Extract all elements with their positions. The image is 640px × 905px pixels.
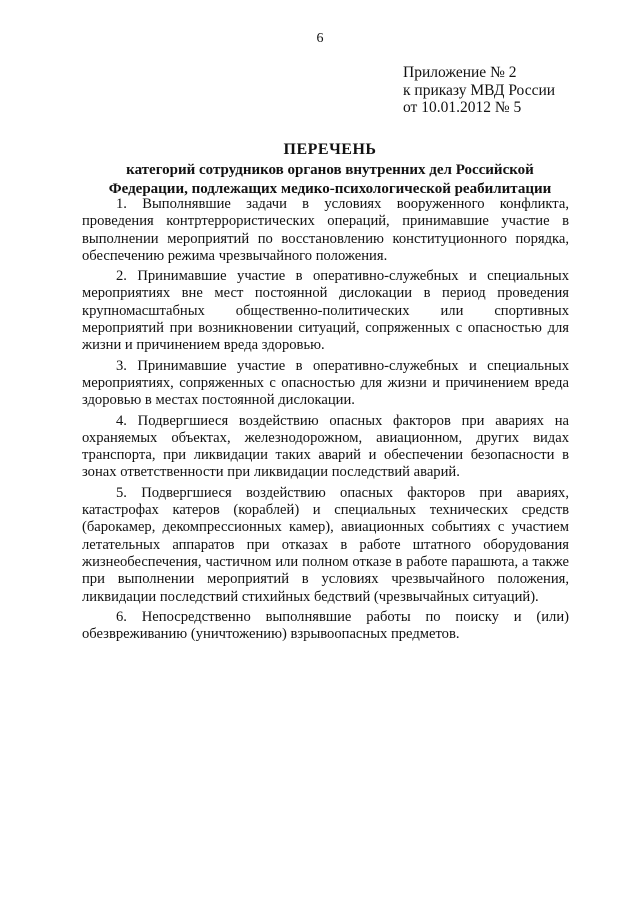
document-subtitle-line: категорий сотрудников органов внутренних дел Российской bbox=[126, 162, 534, 178]
appendix-block bbox=[403, 64, 555, 117]
list-item: 2. Принимавшие участие в оперативно-служебных и специальных мероприятиях вне мест постоянной дислокации в период проведения крупномасштабных общественно-политических или спортивных мероприятий при возникновении ситуаций, сопряженных с опасностью для жизни и причинением вреда здоровью. bbox=[82, 268, 569, 354]
list-body bbox=[82, 196, 569, 646]
document-title: ПЕРЕЧЕНЬ bbox=[283, 141, 377, 158]
list-item: 1. Выполнявшие задачи в условиях вооруженного конфликта, проведения контртеррористических операций, принимавшие участие в выполнении мероприятий по восстановлению конституционного порядка, обеспечению режима чрезвычайного положения. bbox=[82, 196, 569, 264]
document-heading bbox=[80, 140, 580, 198]
appendix-line: от 10.01.2012 № 5 bbox=[403, 99, 522, 116]
list-item: 5. Подвергшиеся воздействию опасных факторов при авариях, катастрофах катеров (кораблей) и специальных технических средств (барокамер, декомпрессионных камер), авиационных событиях с участием летательных аппаратов при отказах в работе штатного оборудования жизнеобеспечения, частичном или полном отказе в работе парашюта, а также при выполнении мероприятий в условиях чрезвычайного положения, ликвидации последствий стихийных бедствий (чрезвычайных ситуаций). bbox=[82, 484, 569, 605]
page-number: 6 bbox=[316, 31, 324, 46]
appendix-line: к приказу МВД России bbox=[403, 81, 556, 99]
document-subtitle-line: Федерации, подлежащих медико-психологической реабилитации bbox=[108, 181, 552, 197]
list-item: 4. Подвергшиеся воздействию опасных факторов при авариях на охраняемых объектах, железнодорожном, авиационном, других видах транспорта, при ликвидации таких аварий и обеспечении безопасности в зонах ответственности при ликвидации последствий аварий. bbox=[82, 412, 569, 481]
appendix-line: Приложение № 2 bbox=[403, 64, 517, 81]
list-item: 6. Непосредственно выполнявшие работы по поиску и (или) обезвреживанию (уничтожению) взрывоопасных предметов. bbox=[82, 608, 569, 643]
list-item: 3. Принимавшие участие в оперативно-служебных и специальных мероприятиях, сопряженных с опасностью для жизни и причинением вреда здоровью в местах постоянной дислокации. bbox=[82, 357, 569, 409]
